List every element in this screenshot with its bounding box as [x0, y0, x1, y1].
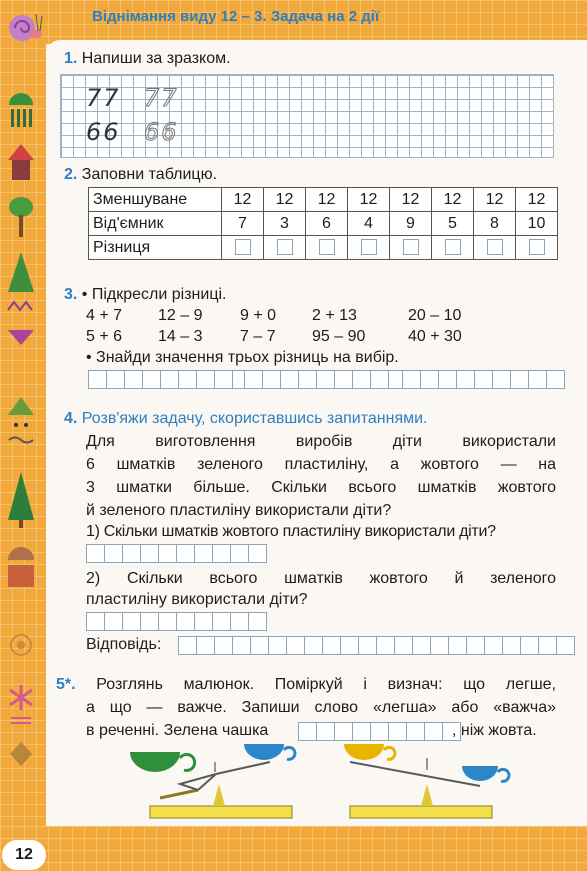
answer-box[interactable] [277, 239, 293, 255]
answer-cell[interactable] [474, 236, 516, 260]
answer-cells-q1[interactable] [86, 544, 266, 562]
balance-scale-1 [120, 740, 320, 828]
star-icon [6, 680, 36, 730]
diamond-icon [6, 740, 36, 780]
task4-heading [64, 410, 427, 428]
answer-cells-word[interactable] [298, 722, 460, 740]
answer-cells-2[interactable] [244, 370, 406, 388]
trace-66: 66 [144, 118, 179, 146]
answer-cell[interactable] [348, 236, 390, 260]
task2-number: 2. [64, 166, 78, 183]
task3-text2: • Знайди значення трьох різниць на вибір. [86, 349, 399, 366]
answer-cell[interactable] [432, 236, 474, 260]
task5-line3a: в реченні. Зелена чашка [86, 722, 269, 739]
task1-text: Напиши за зразком. [81, 50, 231, 67]
table-cell: 12 [432, 188, 474, 212]
answer-box[interactable] [403, 239, 419, 255]
answer-box[interactable] [445, 239, 461, 255]
table-cell: 8 [474, 212, 516, 236]
table-cell: 3 [264, 212, 306, 236]
table-cell: 12 [264, 188, 306, 212]
expr[interactable]: 9 + 0 [240, 307, 277, 324]
house-icon [6, 142, 36, 187]
arch-icon [6, 85, 36, 130]
answer-cells-q2[interactable] [86, 612, 266, 630]
row-label: Від'ємник [89, 212, 222, 236]
task4-line: 6 шматків зеленого пластиліну, а жовтого — на [86, 456, 556, 473]
answer-cells-3[interactable] [402, 370, 564, 388]
task4-number: 4. [64, 410, 78, 427]
answer-box[interactable] [529, 239, 545, 255]
table-cell: 6 [306, 212, 348, 236]
table-cell: 12 [306, 188, 348, 212]
task1-heading [64, 50, 231, 68]
page-number: 12 [2, 840, 46, 870]
answer-label: Відповідь: [86, 636, 162, 653]
face-icon [6, 395, 36, 455]
table-cell: 12 [348, 188, 390, 212]
tree-icon [6, 195, 36, 240]
question-2: 2) Скільки всього шматків жовтого й зеленого [86, 570, 556, 587]
table-cell: 12 [390, 188, 432, 212]
snail-icon [4, 4, 44, 44]
expr[interactable]: 4 + 7 [86, 307, 123, 324]
page-title: Віднімання виду 12 – 3. Задача на 2 дії [92, 8, 380, 25]
answer-cell[interactable] [306, 236, 348, 260]
answer-box[interactable] [235, 239, 251, 255]
footer-band [0, 826, 587, 871]
task4-line: й зеленого пластиліну використали діти? [86, 502, 392, 519]
table-cell: 12 [222, 188, 264, 212]
balance-scale-2 [330, 740, 530, 828]
table-row [89, 212, 558, 236]
table-cell: 7 [222, 212, 264, 236]
task2-text: Заповни таблицю. [81, 166, 218, 183]
trace-77: 77 [144, 84, 179, 112]
task5-line1 [56, 676, 556, 694]
expr[interactable]: 40 + 30 [408, 328, 462, 345]
task1-writing-grid[interactable] [60, 74, 554, 158]
expr[interactable]: 95 – 90 [312, 328, 366, 345]
table-cell: 12 [474, 188, 516, 212]
answer-cell[interactable] [390, 236, 432, 260]
pine-icon [6, 470, 36, 530]
task5-line2: а що — важче. Запиши слово «легша» або «важча» [86, 699, 556, 716]
expr[interactable]: 7 – 7 [240, 328, 276, 345]
subtraction-table [88, 187, 558, 260]
answer-cell[interactable] [264, 236, 306, 260]
answer-box[interactable] [487, 239, 503, 255]
row-label: Зменшуване [89, 188, 222, 212]
task4-line: Для виготовлення виробів діти використали [86, 433, 556, 450]
expr[interactable]: 5 + 6 [86, 328, 123, 345]
task3-heading [64, 286, 226, 304]
task2-heading [64, 166, 217, 184]
answer-box[interactable] [319, 239, 335, 255]
dome-icon [6, 535, 36, 595]
table-row [89, 188, 558, 212]
expr[interactable]: 12 – 9 [158, 307, 203, 324]
expr[interactable]: 14 – 3 [158, 328, 203, 345]
task3-number: 3. [64, 286, 78, 303]
task4-line: 3 шматки більше. Скільки всього шматків жовтого [86, 479, 556, 496]
task5-number: 5*. [56, 676, 76, 693]
row-label: Різниця [89, 236, 222, 260]
expr[interactable]: 2 + 13 [312, 307, 357, 324]
table-cell: 4 [348, 212, 390, 236]
sample-66: 66 [86, 118, 121, 146]
expr[interactable]: 20 – 10 [408, 307, 462, 324]
task5-line3b: , ніж жовта. [452, 722, 537, 739]
table-cell: 12 [516, 188, 558, 212]
answer-cell[interactable] [222, 236, 264, 260]
table-cell: 10 [516, 212, 558, 236]
question-1: 1) Скільки шматків жовтого пластиліну використали діти? [86, 523, 496, 540]
answer-cells-1[interactable] [88, 370, 250, 388]
answer-box[interactable] [361, 239, 377, 255]
table-cell: 5 [432, 212, 474, 236]
sample-77: 77 [86, 84, 121, 112]
sun-icon [6, 620, 36, 670]
triangle-icon [6, 250, 36, 295]
task3-text: • Підкресли різниці. [81, 286, 227, 303]
table-cell: 9 [390, 212, 432, 236]
task1-number: 1. [64, 50, 78, 67]
task5-text: Розглянь малюнок. Поміркуй і визнач: що легше, [96, 676, 557, 693]
task4-text: Розв'яжи задачу, скориставшись запитаннями. [81, 410, 428, 427]
answer-cell[interactable] [516, 236, 558, 260]
table-row [89, 236, 558, 260]
question-2-cont: пластиліну використали діти? [86, 591, 308, 608]
zigzag-icon [6, 300, 36, 360]
answer-cells-final[interactable] [178, 636, 574, 654]
